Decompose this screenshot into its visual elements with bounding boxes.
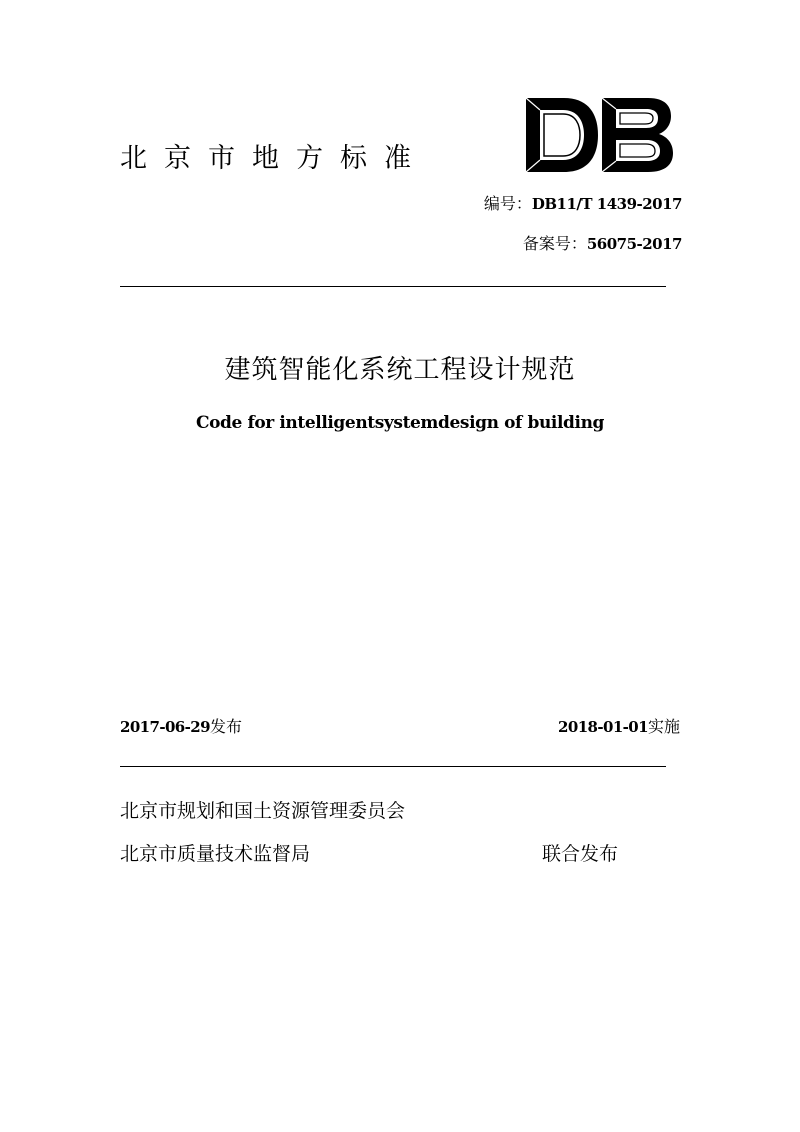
publisher-org-1: 北京市规划和国土资源管理委员会: [120, 800, 406, 822]
top-divider: [120, 286, 666, 287]
bottom-divider: [120, 766, 666, 767]
issue-date-row: [120, 716, 242, 738]
effective-date: 2018-01-01: [558, 718, 648, 736]
joint-publish-label: 联合发布: [542, 843, 619, 865]
effective-date-row: [558, 716, 680, 738]
record-value: 56075-2017: [586, 235, 682, 253]
db-logo: [524, 96, 674, 174]
publisher-org-2: 北京市质量技术监督局: [120, 843, 311, 865]
record-number: [523, 234, 682, 254]
issue-date: 2017-06-29: [120, 718, 210, 736]
title-english: Code for intelligentsystemdesign of building: [195, 413, 605, 433]
code-value: DB11/T 1439-2017: [531, 195, 682, 213]
standard-code: [484, 194, 682, 214]
code-label: 编号：: [483, 194, 532, 213]
title-chinese: 建筑智能化系统工程设计规范: [224, 355, 576, 385]
effective-label: 实施: [647, 717, 680, 736]
issue-label: 发布: [209, 717, 242, 736]
record-label: 备案号：: [522, 234, 587, 253]
standard-type: 北京市地方标准: [120, 143, 428, 174]
